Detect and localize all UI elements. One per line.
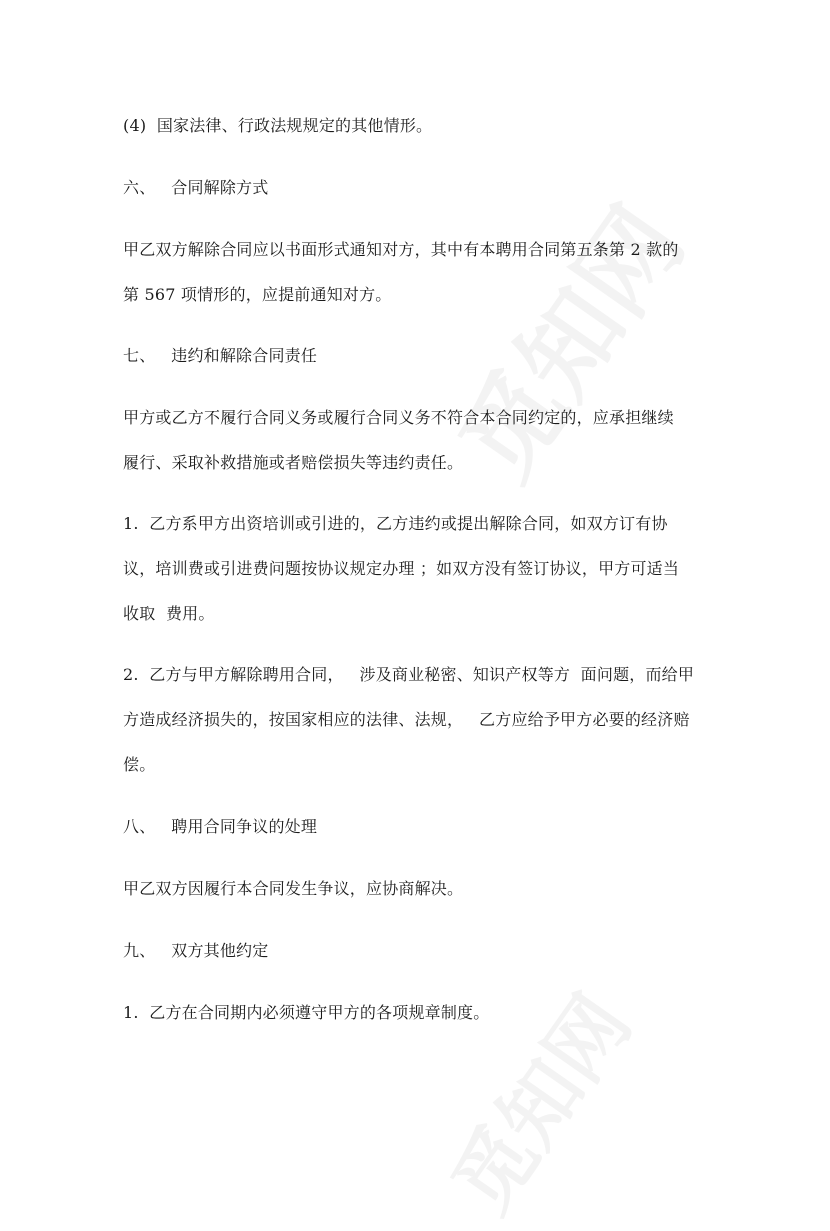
paragraph-line: 1. 乙方在合同期内必须遵守甲方的各项规章制度。 [123,1003,490,1022]
watermark [420,174,710,502]
paragraph-clause-4: (4) 国家法律、行政法规规定的其他情形。 [123,116,433,135]
paragraph-line: 第 567 项情形的，应提前通知对方。 [123,285,392,304]
heading-section-7: 七、 违约和解除合同责任 [123,346,318,365]
heading-section-9: 九、 双方其他约定 [123,941,269,960]
paragraph-line: 1. 乙方系甲方出资培训或引进的，乙方违约或提出解除合同，如双方订有协 [123,514,668,533]
paragraph-line: 偿。 [123,755,156,774]
paragraph-line: 2. 乙方与甲方解除聘用合同， 涉及商业秘密、知识产权等方 面问题，而给甲 [123,665,695,684]
paragraph-line: 方造成经济损失的，按国家相应的法律、法规， 乙方应给予甲方必要的经济赔 [123,710,690,729]
heading-section-6: 六、 合同解除方式 [123,178,269,197]
paragraph-line: 甲乙双方因履行本合同发生争议，应协商解决。 [123,879,464,898]
paragraph-line: 甲方或乙方不履行合同义务或履行合同义务不符合本合同约定的，应承担继续 [123,408,674,427]
paragraph-line: 议，培训费或引进费问题按协议规定办理 ；如双方没有签订协议，甲方可适当 [123,559,680,578]
heading-section-8: 八、 聘用合同争议的处理 [123,817,318,836]
paragraph-line: 收取 费用。 [123,604,215,623]
paragraph-line: 甲乙双方解除合同应以书面形式通知对方，其中有本聘用合同第五条第 2 款的 [123,240,679,259]
paragraph-line: 履行、采取补救措施或者赔偿损失等违约责任。 [123,453,464,472]
